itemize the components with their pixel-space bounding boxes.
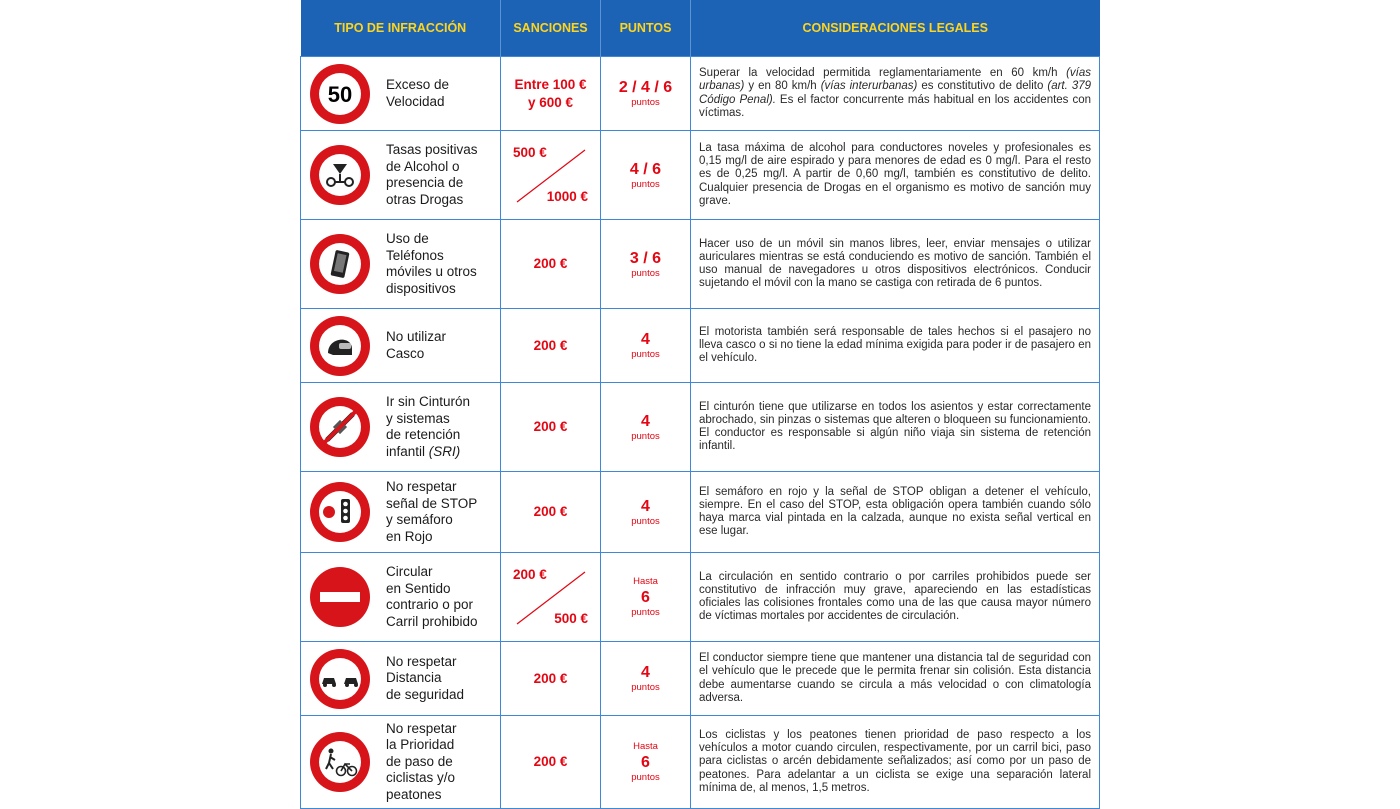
- table-row-seatbelt: [301, 383, 1100, 472]
- table-row-alcohol: [301, 131, 1100, 220]
- legal-text: El motorista también será responsable de tales hechos si el pasajero no lleva casco o si no tiene la edad mínima exigida para poder ir de pasajero en el vehículo.: [691, 309, 1100, 383]
- header-consideraciones: CONSIDERACIONES LEGALES: [691, 0, 1100, 57]
- points-cell: 3 / 6 puntos: [601, 220, 691, 309]
- sanction-cell: 200 €: [501, 472, 601, 553]
- points-cell: 4 puntos: [601, 309, 691, 383]
- infraction-label: Ir sin Cinturón y sistemas de retención infantil (SRI): [386, 394, 471, 459]
- sanction-cell: 200 €: [501, 309, 601, 383]
- points-cell: 4 puntos: [601, 472, 691, 553]
- sanction-cell: 500 € 1000 €: [501, 131, 601, 220]
- sanction-cell: 200 €: [501, 383, 601, 472]
- table-row-distance: [301, 642, 1100, 716]
- seatbelt-icon: [309, 396, 371, 458]
- table-row-mobile: [301, 220, 1100, 309]
- infraction-label: Exceso de Velocidad: [386, 77, 450, 109]
- legal-text: El conductor siempre tiene que mantener una distancia tal de seguridad con el vehículo que le precede que le permita frenar sin colisión. Esta distancia debe aumentarse cuando se circula a más velocidad o con climatología adversa.: [691, 642, 1100, 716]
- points-cell: 4 puntos: [601, 383, 691, 472]
- sanction-cell: 200 € 500 €: [501, 553, 601, 642]
- points-cell: 4 / 6 puntos: [601, 131, 691, 220]
- legal-text: El cinturón tiene que utilizarse en todos los asientos y estar correctamente abrochado, sin pinzas o sistemas que alteren o bloqueen su funcionamiento. El conductor es responsable si algún niño viaja sin sistema de retención infantil.: [691, 383, 1100, 472]
- sanction-cell: Entre 100 € y 600 €: [501, 57, 601, 131]
- safety-distance-icon: [309, 648, 371, 710]
- no-entry-icon: [309, 566, 371, 628]
- points-cell: Hasta 6 puntos: [601, 716, 691, 809]
- pedestrian-cyclist-icon: [309, 731, 371, 793]
- helmet-icon: [309, 315, 371, 377]
- legal-text: La tasa máxima de alcohol para conductores noveles y profesionales es 0,15 mg/l de aire espirado y para menores de edad es 0 mg/l. Para el resto es de 0,25 mg/l. A partir de 0,60 mg/l, también es constitutivo de delito. Cualquier presencia de Drogas en el organismo es motivo de sanción muy grave.: [691, 131, 1100, 220]
- infraction-label: Uso de Teléfonos móviles u otros dispositivos: [386, 231, 477, 296]
- infractions-table: [300, 0, 1100, 809]
- header-sanciones: SANCIONES: [501, 0, 601, 57]
- table-row-priority: [301, 716, 1100, 809]
- header-infraccion: TIPO DE INFRACCIÓN: [301, 0, 501, 57]
- header-puntos: PUNTOS: [601, 0, 691, 57]
- speed-sign-text: 50: [327, 81, 353, 107]
- sanction-cell: 200 €: [501, 220, 601, 309]
- traffic-light-icon: [309, 481, 371, 543]
- table-row-speed: [301, 57, 1100, 131]
- legal-text: El semáforo en rojo y la señal de STOP obligan a detener el vehículo, siempre. En el caso del STOP, esta obligación opera también cuando sólo haya marca vial pintada en la calzada, aunque no exista señal vertical en ese lugar.: [691, 472, 1100, 553]
- infraction-label: No respetar la Prioridad de paso de ciclistas y/o peatones: [386, 720, 457, 802]
- alcohol-drugs-icon: [309, 144, 371, 206]
- sanction-cell: 200 €: [501, 642, 601, 716]
- legal-text: Superar la velocidad permitida reglamentariamente en 60 km/h (vías urbanas) y en 80 km/h (vías interurbanas) es constitutivo de delito (art. 379 Código Penal). Es el factor concurrente más habitual en los accidentes con víctimas.: [691, 57, 1100, 131]
- sri-italic: (SRI): [428, 443, 461, 459]
- points-cell: 4 puntos: [601, 642, 691, 716]
- infraction-label: No utilizar Casco: [386, 329, 447, 361]
- table-row-helmet: [301, 309, 1100, 383]
- points-cell: 2 / 4 / 6 puntos: [601, 57, 691, 131]
- table-header-row: [301, 0, 1100, 57]
- infraction-label: Circular en Sentido contrario o por Carril prohibido: [386, 564, 478, 629]
- legal-text: Hacer uso de un móvil sin manos libres, leer, enviar mensajes o utilizar auriculares mientras se está conduciendo es motivo de sanción. También el uso manual de navegadores u otros dispositivos electrónicos. Conducir sujetando el móvil con la mano se castiga con retirada de 6 puntos.: [691, 220, 1100, 309]
- infraction-label: Tasas positivas de Alcohol o presencia de otras Drogas: [386, 142, 478, 207]
- table-row-wrong-way: [301, 553, 1100, 642]
- sanction-cell: 200 €: [501, 716, 601, 809]
- legal-text: La circulación en sentido contrario o por carriles prohibidos puede ser constitutivo de infracción muy grave, apareciendo en las estadísticas oficiales las colisiones frontales como una de las que causa mayor número de víctimas mortales por accidentes de circulación.: [691, 553, 1100, 642]
- legal-text: Los ciclistas y los peatones tienen prioridad de paso respecto a los vehículos a motor cuando circulen, respectivamente, por un carril bici, paso para ciclistas o arcén debidamente señalizados; así como por un paso de peatones. Para adelantar a un ciclista se exige una separación lateral mínima de, al menos, 1,5 metros.: [691, 716, 1100, 809]
- mobile-phone-icon: [309, 233, 371, 295]
- infraction-label: No respetar Distancia de seguridad: [386, 653, 465, 702]
- points-cell: Hasta 6 puntos: [601, 553, 691, 642]
- table-row-stop: [301, 472, 1100, 553]
- infraction-label: No respetar señal de STOP y semáforo en Rojo: [386, 479, 478, 544]
- speed-limit-50-icon: [309, 63, 371, 125]
